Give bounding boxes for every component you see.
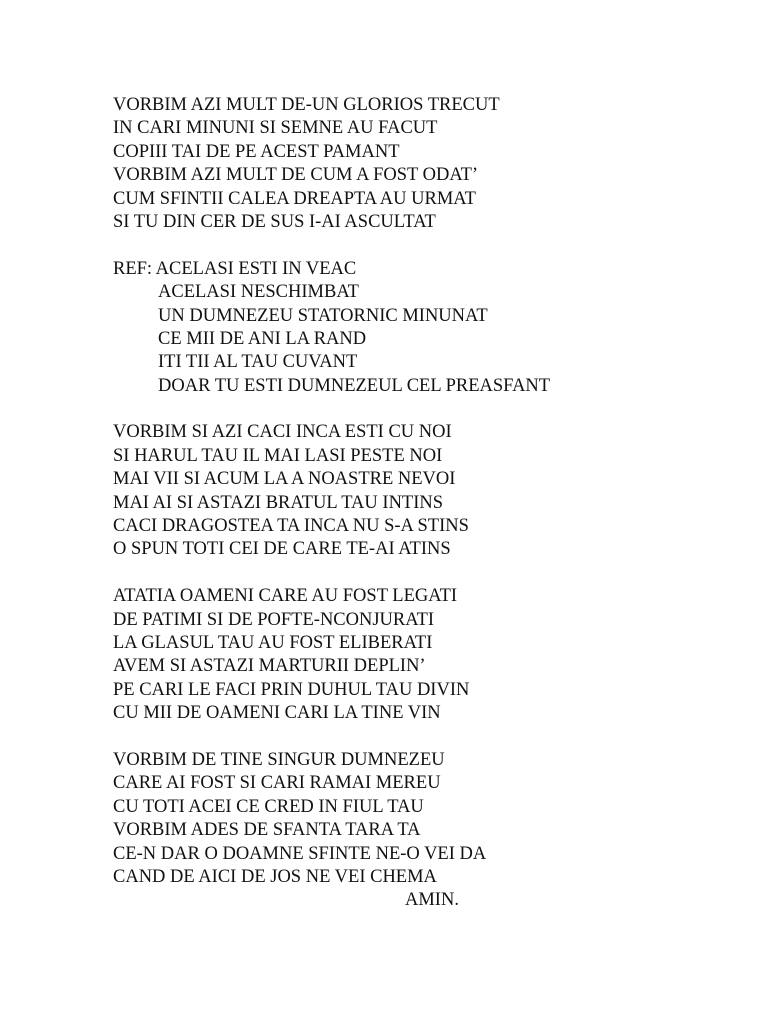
refrain-line: REF: ACELASI ESTI IN VEAC [113,258,357,279]
verse-line: VORBIM DE TINE SINGUR DUMNEZEU [113,749,445,770]
verse-3 [113,585,733,725]
verse-line: CU MII DE OAMENI CARI LA TINE VIN [113,703,441,724]
verse-line: IN CARI MINUNI SI SEMNE AU FACUT [113,118,438,139]
refrain-line: DOAR TU ESTI DUMNEZEUL CEL PREASFANT [158,375,551,396]
verse-line: CARE AI FOST SI CARI RAMAI MEREU [113,773,441,794]
refrain-line: UN DUMNEZEU STATORNIC MINUNAT [158,305,488,326]
verse-1 [113,94,733,234]
verse-line: DE PATIMI SI DE POFTE-NCONJURATI [113,609,435,630]
refrain [113,258,733,398]
song-lyrics [113,94,733,913]
verse-line: SI HARUL TAU IL MAI LASI PESTE NOI [113,445,443,466]
verse-line: CE-N DAR O DOAMNE SFINTE NE-O VEI DA [113,843,487,864]
verse-line: COPIII TAI DE PE ACEST PAMANT [113,141,400,162]
verse-line: CACI DRAGOSTEA TA INCA NU S-A STINS [113,516,469,537]
verse-line: MAI VII SI ACUM LA A NOASTRE NEVOI [113,469,456,490]
verse-line: CU TOTI ACEI CE CRED IN FIUL TAU [113,796,424,817]
verse-line: CUM SFINTII CALEA DREAPTA AU URMAT [113,188,476,209]
verse-line: CAND DE AICI DE JOS NE VEI CHEMA [113,866,437,887]
verse-line: SI TU DIN CER DE SUS I-AI ASCULTAT [113,211,436,232]
verse-line: ATATIA OAMENI CARE AU FOST LEGATI [113,586,458,607]
verse-2 [113,421,733,561]
verse-line: AVEM SI ASTAZI MARTURII DEPLIN’ [113,656,426,677]
verse-line: VORBIM ADES DE SFANTA TARA TA [113,820,421,841]
refrain-line: ACELASI NESCHIMBAT [158,282,359,303]
verse-line: MAI AI SI ASTAZI BRATUL TAU INTINS [113,492,444,513]
verse-4 [113,749,733,913]
verse-line: LA GLASUL TAU AU FOST ELIBERATI [113,632,433,653]
verse-line: PE CARI LE FACI PRIN DUHUL TAU DIVIN [113,679,470,700]
verse-line: VORBIM SI AZI CACI INCA ESTI CU NOI [113,422,452,443]
refrain-line: ITI TII AL TAU CUVANT [158,352,358,373]
verse-line: VORBIM AZI MULT DE-UN GLORIOS TRECUT [113,95,500,115]
closing-amen: AMIN. [405,890,459,911]
verse-line: O SPUN TOTI CEI DE CARE TE-AI ATINS [113,539,451,560]
refrain-line: CE MII DE ANI LA RAND [158,328,367,349]
verse-line: VORBIM AZI MULT DE CUM A FOST ODAT’ [113,165,479,186]
